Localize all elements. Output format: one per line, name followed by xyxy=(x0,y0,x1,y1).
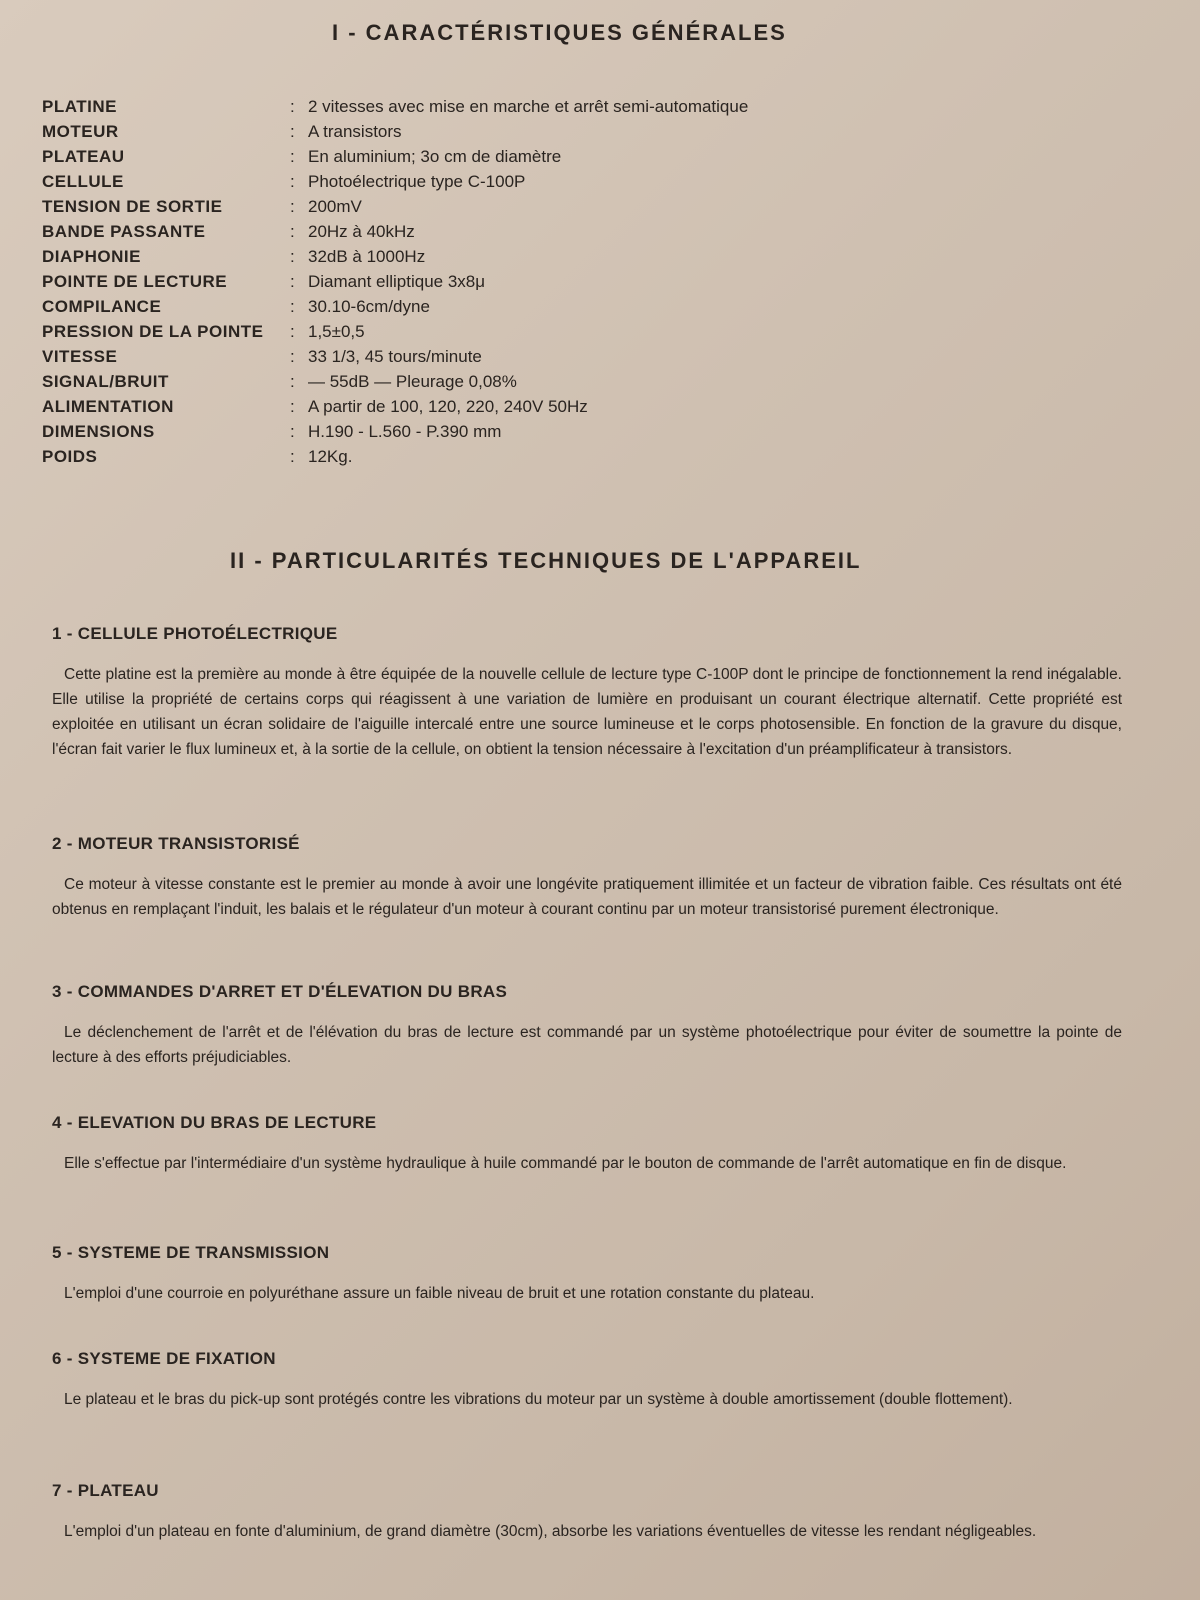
spec-value: 12Kg. xyxy=(308,446,353,466)
feature-item xyxy=(52,1243,1122,1306)
feature-item xyxy=(52,1481,1122,1544)
spec-label: COMPILANCE xyxy=(42,296,162,316)
spec-value: H.190 - L.560 - P.390 mm xyxy=(308,421,502,441)
spec-row: BANDE PASSANTE : 20Hz à 40kHz xyxy=(42,221,415,241)
spec-value: 1,5±0,5 xyxy=(308,321,365,341)
spec-value: Photoélectrique type C-100P xyxy=(308,171,526,191)
feature-text: Cette platine est la première au monde à être équipée de la nouvelle cellule de lecture type C-100P dont le principe de fonctionnement la rend inégalable. Elle utilise la propriété de certains corps qui réagissent à une variation de lumière en produisant un courant électrique alternatif. Cette propriété est exploitée en utilisant un écran solidaire de l'aiguille intercalé entre une source lumineuse et le corps photosensible. En fonction de la gravure du disque, l'écran fait varier le flux lumineux et, à la sortie de la cellule, on obtient la tension nécessaire à l'excitation d'un préamplificateur à transistors. xyxy=(52,666,1122,758)
feature-text: L'emploi d'un plateau en fonte d'aluminium, de grand diamètre (30cm), absorbe les variations éventuelles de vitesse les rendant négligeables. xyxy=(64,1523,1037,1540)
spec-value: A transistors xyxy=(308,121,402,141)
spec-label: PRESSION DE LA POINTE xyxy=(42,321,264,341)
spec-row: DIMENSIONS : H.190 - L.560 - P.390 mm xyxy=(42,421,502,441)
feature-heading: 1 - CELLULE PHOTOÉLECTRIQUE xyxy=(52,624,338,643)
feature-heading: 3 - COMMANDES D'ARRET ET D'ÉLEVATION DU BRAS xyxy=(52,982,508,1001)
feature-heading: 4 - ELEVATION DU BRAS DE LECTURE xyxy=(52,1113,377,1132)
spec-row: COMPILANCE : 30.10-6cm/dyne xyxy=(42,296,430,316)
spec-label: DIAPHONIE xyxy=(42,246,141,266)
feature-item xyxy=(52,834,1122,922)
feature-text: Le déclenchement de l'arrêt et de l'élévation du bras de lecture est commandé par un système photoélectrique pour éviter de soumettre la pointe de lecture à des efforts préjudiciables. xyxy=(52,1024,1122,1066)
spec-row: SIGNAL/BRUIT : — 55dB — Pleurage 0,08% xyxy=(42,371,517,391)
section-2-title: II - PARTICULARITÉS TECHNIQUES DE L'APPAREIL xyxy=(230,548,862,573)
spec-value: 20Hz à 40kHz xyxy=(308,221,415,241)
spec-value: A partir de 100, 120, 220, 240V 50Hz xyxy=(308,396,588,416)
spec-row: PLATINE : 2 vitesses avec mise en marche et arrêt semi-automatique xyxy=(42,96,749,116)
feature-item xyxy=(52,624,1122,762)
spec-value: 2 vitesses avec mise en marche et arrêt semi-automatique xyxy=(308,96,749,116)
feature-heading: 6 - SYSTEME DE FIXATION xyxy=(52,1349,276,1368)
spec-row: POINTE DE LECTURE : Diamant elliptique 3x8μ xyxy=(42,271,486,291)
feature-text: Le plateau et le bras du pick-up sont protégés contre les vibrations du moteur par un système à double amortissement (double flottement). xyxy=(64,1391,1013,1408)
spec-row: MOTEUR : A transistors xyxy=(42,121,402,141)
spec-value: Diamant elliptique 3x8μ xyxy=(308,271,486,291)
feature-text: Ce moteur à vitesse constante est le premier au monde à avoir une longévite pratiquement illimitée et un facteur de vibration faible. Ces résultats ont été obtenus en remplaçant l'induit, les balais et le régulateur d'un moteur à courant continu par un moteur transistorisé purement électronique. xyxy=(52,876,1122,918)
spec-value: En aluminium; 3o cm de diamètre xyxy=(308,146,562,166)
spec-value: 32dB à 1000Hz xyxy=(308,246,426,266)
spec-value: 30.10-6cm/dyne xyxy=(308,296,430,316)
spec-label: CELLULE xyxy=(42,171,124,191)
spec-label: TENSION DE SORTIE xyxy=(42,196,223,216)
spec-label: POIDS xyxy=(42,446,98,466)
spec-value: 33 1/3, 45 tours/minute xyxy=(308,346,482,366)
spec-row: VITESSE : 33 1/3, 45 tours/minute xyxy=(42,346,482,366)
spec-label: VITESSE xyxy=(42,346,118,366)
spec-label: DIMENSIONS xyxy=(42,421,155,441)
feature-item xyxy=(52,1113,1122,1176)
spec-label: SIGNAL/BRUIT xyxy=(42,371,169,391)
spec-label: PLATINE xyxy=(42,96,117,116)
spec-label: MOTEUR xyxy=(42,121,119,141)
feature-heading: 7 - PLATEAU xyxy=(52,1481,159,1500)
spec-row: POIDS : 12Kg. xyxy=(42,446,353,466)
spec-row: DIAPHONIE : 32dB à 1000Hz xyxy=(42,246,426,266)
spec-row: CELLULE : Photoélectrique type C-100P xyxy=(42,171,526,191)
feature-text: L'emploi d'une courroie en polyuréthane assure un faible niveau de bruit et une rotation constante du plateau. xyxy=(64,1285,815,1302)
section-1-title: I - CARACTÉRISTIQUES GÉNÉRALES xyxy=(332,20,787,45)
spec-row: PRESSION DE LA POINTE : 1,5±0,5 xyxy=(42,321,365,341)
spec-row: ALIMENTATION : A partir de 100, 120, 220, 240V 50Hz xyxy=(42,396,588,416)
spec-label: POINTE DE LECTURE xyxy=(42,271,228,291)
spec-label: PLATEAU xyxy=(42,146,125,166)
feature-text: Elle s'effectue par l'intermédiaire d'un système hydraulique à huile commandé par le bouton de commande de l'arrêt automatique en fin de disque. xyxy=(64,1155,1067,1172)
spec-value: — 55dB — Pleurage 0,08% xyxy=(308,371,517,391)
feature-heading: 2 - MOTEUR TRANSISTORISÉ xyxy=(52,834,300,853)
spec-value: 200mV xyxy=(308,196,362,216)
feature-item xyxy=(52,982,1122,1070)
feature-item xyxy=(52,1349,1122,1412)
spec-label: ALIMENTATION xyxy=(42,396,174,416)
spec-table xyxy=(42,94,748,469)
spec-row: PLATEAU : En aluminium; 3o cm de diamètre xyxy=(42,146,562,166)
feature-heading: 5 - SYSTEME DE TRANSMISSION xyxy=(52,1243,330,1262)
spec-label: BANDE PASSANTE xyxy=(42,221,206,241)
spec-row: TENSION DE SORTIE : 200mV xyxy=(42,196,362,216)
